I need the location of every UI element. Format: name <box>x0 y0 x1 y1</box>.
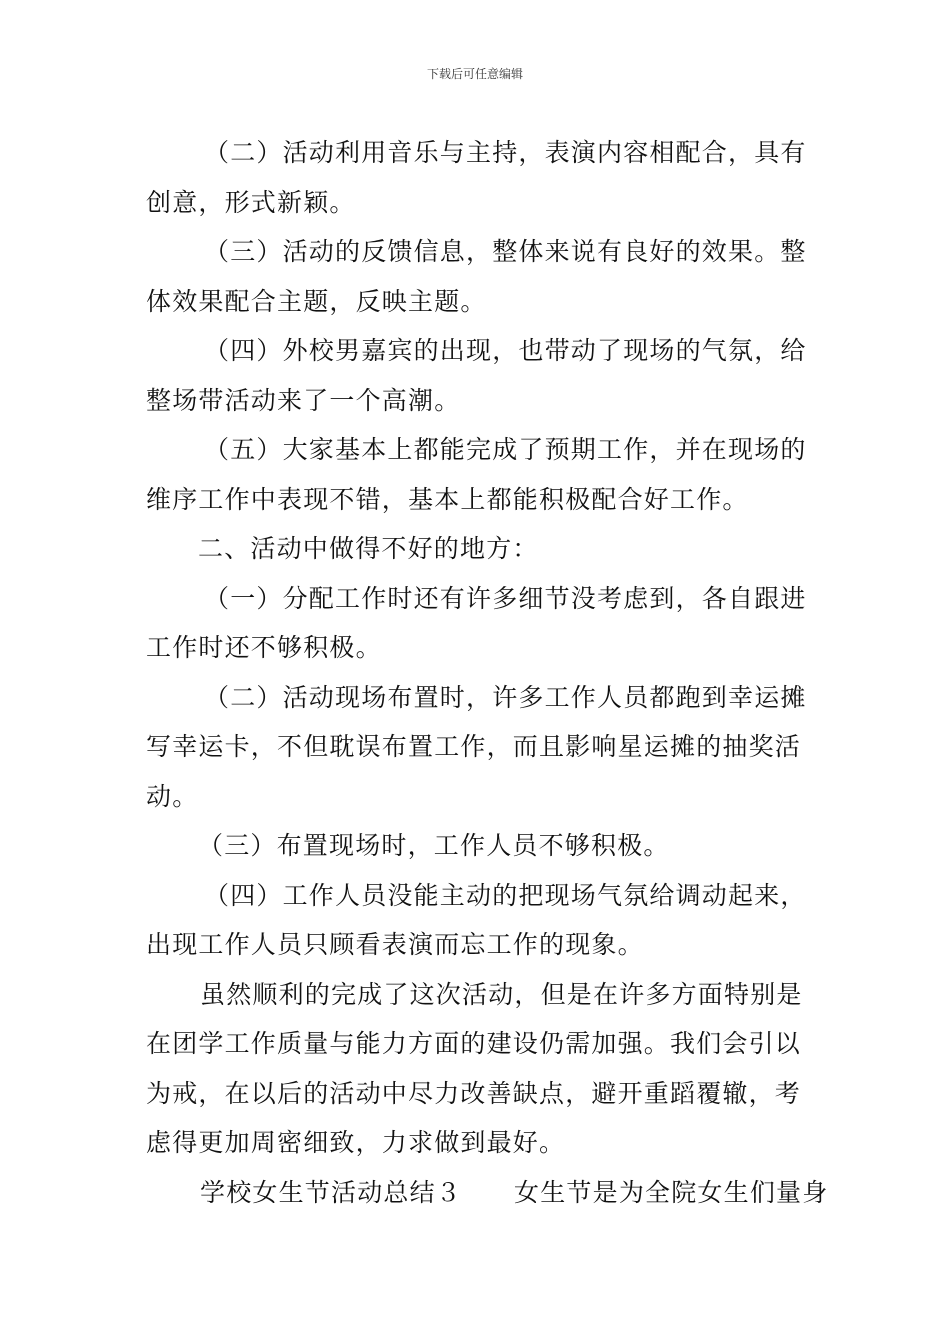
paragraph-text: 女生节是为全院女生们量身 <box>514 1177 829 1207</box>
paragraph-line: 体效果配合主题，反映主题。 <box>146 286 487 316</box>
paragraph-line: 在团学工作质量与能力方面的建设仍需加强。我们会引以 <box>146 1029 802 1058</box>
paragraph-line: 维序工作中表现不错，基本上都能积极配合好工作。 <box>146 484 749 514</box>
paragraph-line: 虑得更加周密细致，力求做到最好。 <box>146 1128 566 1157</box>
paragraph-line: 出现工作人员只顾看表演而忘工作的现象。 <box>146 930 644 959</box>
paragraph-line: （三）活动的反馈信息，整体来说有良好的效果。整 <box>204 237 807 266</box>
section-heading: 二、活动中做得不好的地方： <box>198 534 539 563</box>
paragraph-line: （四）外校男嘉宾的出现，也带动了现场的气氛，给 <box>204 336 807 365</box>
section-title: 学校女生节活动总结３ <box>200 1177 463 1207</box>
paragraph-line: （一）分配工作时还有许多细节没考虑到，各自跟进 <box>204 583 807 613</box>
paragraph-line: 写幸运卡，不但耽误布置工作，而且影响星运摊的抽奖活 <box>146 732 802 761</box>
paragraph-line: 为戒，在以后的活动中尽力改善缺点，避开重蹈覆辙，考 <box>146 1078 802 1108</box>
paragraph-line: （二）活动利用音乐与主持，表演内容相配合，具有 <box>204 138 807 167</box>
paragraph-line: 工作时还不够积极。 <box>146 633 382 662</box>
paragraph-line: 虽然顺利的完成了这次活动，但是在许多方面特别是 <box>200 979 803 1009</box>
paragraph-line: （三）布置现场时，工作人员不够积极。 <box>198 831 670 860</box>
paragraph-line: 创意，形式新颖。 <box>146 187 356 217</box>
paragraph-line: （四）工作人员没能主动的把现场气氛给调动起来， <box>204 880 807 910</box>
paragraph-line: 整场带活动来了一个高潮。 <box>146 385 461 415</box>
paragraph-line: （二）活动现场布置时，许多工作人员都跑到幸运摊 <box>204 682 807 712</box>
paragraph-line: 动。 <box>146 781 199 811</box>
document-body <box>146 128 829 1217</box>
paragraph-line <box>146 1168 829 1218</box>
paragraph-line: （五）大家基本上都能完成了预期工作，并在现场的 <box>204 435 807 464</box>
page-header: 下载后可任意编辑 <box>426 67 523 81</box>
